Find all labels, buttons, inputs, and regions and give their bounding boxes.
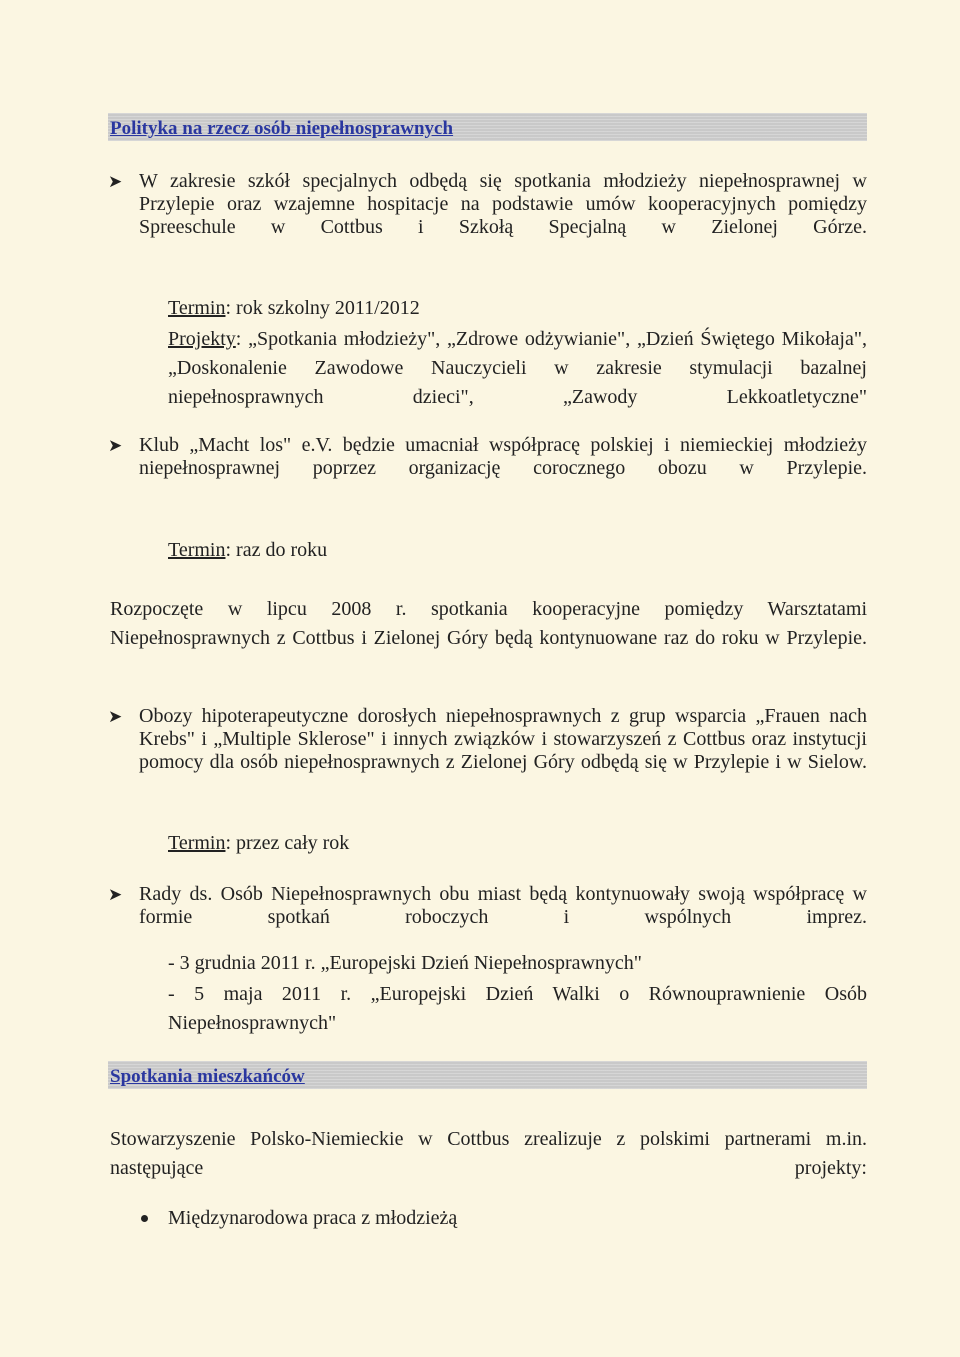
arrowhead-bullet-icon: ➤ [108, 707, 123, 726]
projects-paragraph [168, 325, 867, 441]
date-item: - 3 grudnia 2011 r. „Europejski Dzień Niepełnosprawnych" [168, 952, 642, 974]
termin-value: : rok szkolny 2011/2012 [225, 297, 420, 319]
round-bullet-icon [141, 1215, 148, 1222]
item-school-meetings: W zakresie szkół specjalnych odbędą się spotkania młodzieży niepełnosprawnej w Przylepie oraz wzajemne hospitacje na podstawie umów kooperacyjnych pomiędzy Spreeschule w Cottbus i Szkołą Specjalną w Zielonej Górze. [139, 170, 867, 238]
projekty-value: : „Spotkania młodzieży", „Zdrowe odżywianie", „Dzień Świętego Mikołaja", „Doskonalenie Zawodowe Nauczycieli w zakresie stymulacji bazalnej niepełnosprawnych dzieci", „Zawody Lekkoatletyczne" [168, 328, 867, 408]
termin-line [168, 537, 327, 563]
item-club-macht-los: Klub „Macht los" e.V. będzie umacniał współpracę polskiej i niemieckiej młodzieży niepełnosprawnej poprzez organizację corocznego obozu w Przylepie. [139, 434, 867, 479]
item-disability-councils: Rady ds. Osób Niepełnosprawnych obu miast będą kontynuowały swoją współpracę w formie spotkań roboczych i wspólnych imprez. [139, 883, 867, 928]
section-title: Spotkania mieszkańców [110, 1066, 305, 1087]
arrowhead-bullet-icon: ➤ [108, 436, 123, 455]
termin-value: : raz do roku [225, 539, 328, 561]
termin-label: Termin [168, 297, 226, 319]
termin-label: Termin [168, 832, 226, 854]
termin-line [168, 295, 420, 321]
cooperation-paragraph: Rozpoczęte w lipcu 2008 r. spotkania kooperacyjne pomiędzy Warsztatami Niepełnosprawnych z Cottbus i Zielonej Góry będą kontynuowane raz do roku w Przylepie. [110, 598, 867, 649]
residents-intro: Stowarzyszenie Polsko-Niemieckie w Cottbus zrealizuje z polskimi partnerami m.in. następujące projekty: [110, 1128, 867, 1179]
section-title: Polityka na rzecz osób niepełnosprawnych [110, 118, 454, 139]
arrowhead-bullet-icon: ➤ [108, 172, 123, 191]
section-header-policy [108, 113, 867, 141]
termin-line [168, 830, 349, 856]
section-header-residents [108, 1061, 867, 1089]
termin-value: : przez cały rok [225, 832, 350, 854]
termin-label: Termin [168, 539, 226, 561]
arrowhead-bullet-icon: ➤ [108, 885, 123, 904]
projekty-label: Projekty [168, 328, 236, 350]
list-item: Międzynarodowa praca z młodzieżą [168, 1207, 458, 1229]
item-hippotherapy-camps: Obozy hipoterapeutyczne dorosłych niepełnosprawnych z grup wsparcia „Frauen nach Krebs" i „Multiple Sklerose" i innych związków i stowarzyszeń z Cottbus oraz instytucji pomocy dla osób niepełnosprawnych z Zielonej Góry odbędą się w Przylepie i w Sielow. [139, 705, 867, 773]
date-item: - 5 maja 2011 r. „Europejski Dzień Walki o Równouprawnienie Osób Niepełnosprawnych" [168, 983, 867, 1034]
